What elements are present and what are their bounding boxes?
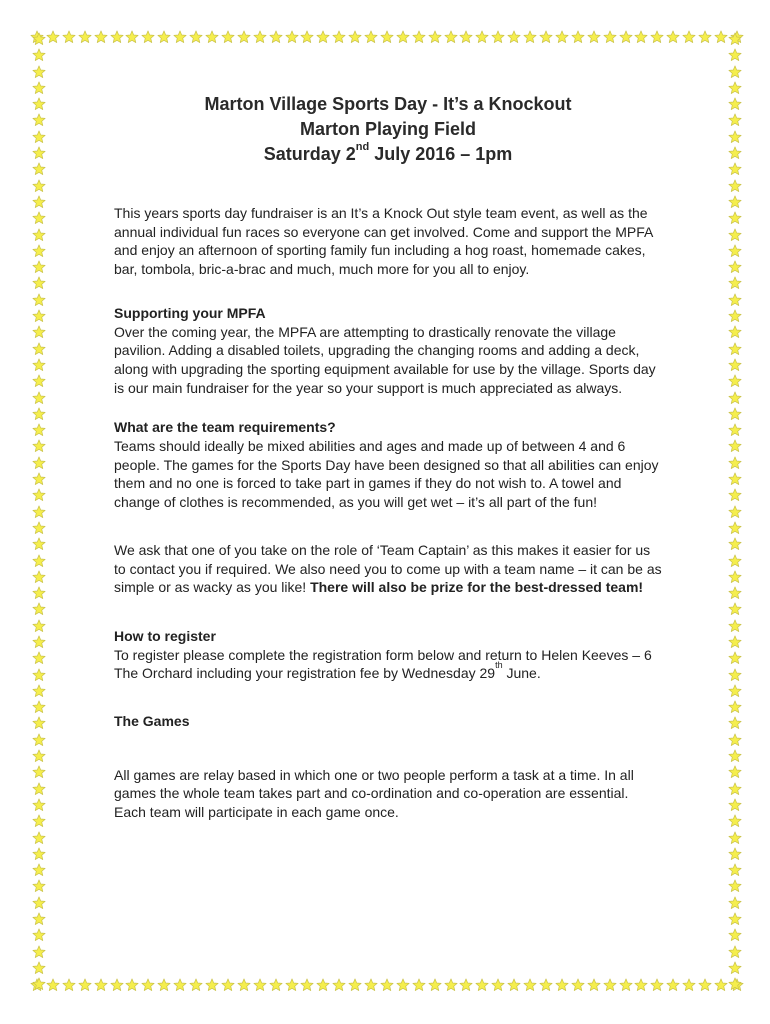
star-icon	[32, 293, 46, 307]
star-icon	[728, 749, 742, 763]
star-icon	[728, 32, 742, 46]
star-icon	[32, 162, 46, 176]
star-border-left	[30, 32, 48, 992]
title-venue: Marton Playing Field	[299, 119, 477, 139]
star-icon	[32, 716, 46, 730]
star-icon	[221, 978, 235, 992]
star-icon	[316, 30, 330, 44]
star-icon	[110, 30, 124, 44]
star-icon	[32, 814, 46, 828]
star-icon	[728, 602, 742, 616]
star-icon	[300, 30, 314, 44]
star-icon	[32, 228, 46, 242]
star-icon	[141, 30, 155, 44]
star-icon	[94, 30, 108, 44]
captain-paragraph: We ask that one of you take on the role of ‘Team Captain’ as this makes it easier for us to contact you if required. We also need you to come up with a team name – it can be as simple or as wacky as you like! There will also be prize for the best-dressed team!	[114, 541, 662, 596]
star-icon	[32, 472, 46, 486]
star-icon	[32, 260, 46, 274]
star-icon	[173, 978, 187, 992]
star-icon	[728, 65, 742, 79]
star-icon	[728, 928, 742, 942]
star-icon	[32, 619, 46, 633]
star-icon	[32, 879, 46, 893]
star-icon	[728, 684, 742, 698]
star-icon	[728, 733, 742, 747]
star-icon	[46, 30, 60, 44]
star-icon	[32, 684, 46, 698]
star-icon	[728, 635, 742, 649]
star-icon	[32, 48, 46, 62]
star-icon	[32, 896, 46, 910]
star-icon	[728, 814, 742, 828]
star-icon	[32, 195, 46, 209]
star-icon	[728, 325, 742, 339]
star-icon	[728, 97, 742, 111]
star-icon	[32, 276, 46, 290]
star-icon	[728, 374, 742, 388]
star-icon	[444, 30, 458, 44]
star-icon	[571, 978, 585, 992]
star-icon	[32, 668, 46, 682]
star-icon	[666, 30, 680, 44]
star-icon	[32, 358, 46, 372]
star-icon	[173, 30, 187, 44]
star-icon	[125, 978, 139, 992]
document-body	[114, 92, 662, 822]
star-icon	[62, 30, 76, 44]
star-icon	[32, 391, 46, 405]
star-icon	[32, 554, 46, 568]
star-icon	[396, 978, 410, 992]
star-icon	[571, 30, 585, 44]
star-icon	[32, 602, 46, 616]
star-icon	[110, 978, 124, 992]
star-icon	[32, 65, 46, 79]
star-icon	[32, 488, 46, 502]
star-icon	[603, 978, 617, 992]
star-icon	[728, 863, 742, 877]
star-icon	[32, 211, 46, 225]
star-icon	[728, 211, 742, 225]
star-icon	[189, 30, 203, 44]
star-icon	[62, 978, 76, 992]
star-icon	[32, 798, 46, 812]
star-icon	[555, 30, 569, 44]
star-icon	[728, 586, 742, 600]
star-icon	[728, 391, 742, 405]
star-icon	[32, 97, 46, 111]
star-icon	[728, 439, 742, 453]
star-icon	[380, 978, 394, 992]
star-icon	[32, 374, 46, 388]
star-icon	[475, 978, 489, 992]
star-icon	[78, 30, 92, 44]
star-icon	[32, 179, 46, 193]
star-icon	[364, 30, 378, 44]
star-icon	[32, 407, 46, 421]
star-icon	[728, 293, 742, 307]
star-icon	[728, 537, 742, 551]
star-icon	[32, 130, 46, 144]
star-icon	[523, 978, 537, 992]
star-icon	[32, 977, 46, 991]
star-icon	[728, 358, 742, 372]
star-icon	[32, 782, 46, 796]
star-icon	[46, 978, 60, 992]
star-icon	[523, 30, 537, 44]
star-icon	[444, 978, 458, 992]
star-icon	[157, 978, 171, 992]
star-icon	[728, 879, 742, 893]
star-icon	[666, 978, 680, 992]
star-icon	[157, 30, 171, 44]
star-icon	[332, 30, 346, 44]
star-icon	[728, 342, 742, 356]
star-icon	[682, 30, 696, 44]
star-icon	[682, 978, 696, 992]
star-icon	[364, 978, 378, 992]
star-icon	[507, 30, 521, 44]
star-icon	[125, 30, 139, 44]
star-icon	[32, 325, 46, 339]
star-icon	[32, 81, 46, 95]
star-icon	[348, 30, 362, 44]
register-heading: How to register	[114, 627, 216, 644]
star-icon	[728, 505, 742, 519]
star-icon	[32, 537, 46, 551]
star-icon	[32, 146, 46, 160]
star-icon	[728, 570, 742, 584]
star-icon	[728, 276, 742, 290]
prize-note: There will also be prize for the best-dressed team!	[310, 579, 644, 596]
star-icon	[32, 505, 46, 519]
star-icon	[459, 30, 473, 44]
star-icon	[728, 179, 742, 193]
star-icon	[78, 978, 92, 992]
star-icon	[728, 228, 742, 242]
star-icon	[698, 30, 712, 44]
star-icon	[32, 586, 46, 600]
star-icon	[32, 863, 46, 877]
star-icon	[253, 30, 267, 44]
star-icon	[603, 30, 617, 44]
requirements-paragraph: Teams should ideally be mixed abilities and ages and made up of between 4 and 6 people. The games for the Sports Day have been designed so that all abilities can enjoy them and no one is forced to take part in games if they do not wish to. A towel and change of clothes is recommended, as you will get wet – it’s all part of the fun!	[114, 438, 659, 511]
star-icon	[728, 716, 742, 730]
star-icon	[237, 30, 251, 44]
star-icon	[32, 521, 46, 535]
star-icon	[32, 439, 46, 453]
star-icon	[32, 733, 46, 747]
star-icon	[728, 896, 742, 910]
star-icon	[728, 195, 742, 209]
star-icon	[269, 30, 283, 44]
star-icon	[428, 30, 442, 44]
star-icon	[32, 912, 46, 926]
star-icon	[32, 342, 46, 356]
star-icon	[728, 81, 742, 95]
title-date: Saturday 2nd July 2016 – 1pm	[263, 141, 513, 164]
star-border-top	[30, 30, 744, 48]
star-icon	[634, 978, 648, 992]
star-icon	[412, 978, 426, 992]
star-icon	[728, 48, 742, 62]
star-icon	[634, 30, 648, 44]
star-icon	[619, 978, 633, 992]
star-icon	[728, 146, 742, 160]
document-title	[108, 92, 668, 167]
star-icon	[412, 30, 426, 44]
star-icon	[650, 30, 664, 44]
star-icon	[491, 30, 505, 44]
star-icon	[205, 978, 219, 992]
star-icon	[32, 32, 46, 46]
star-border-bottom	[30, 978, 744, 996]
star-icon	[316, 978, 330, 992]
title-event: Marton Village Sports Day - It’s a Knockout	[204, 94, 572, 114]
star-icon	[728, 554, 742, 568]
star-icon	[728, 651, 742, 665]
star-icon	[32, 423, 46, 437]
star-icon	[728, 472, 742, 486]
star-icon	[728, 309, 742, 323]
star-icon	[728, 407, 742, 421]
star-icon	[728, 260, 742, 274]
star-border-right	[726, 32, 744, 992]
star-icon	[32, 765, 46, 779]
star-icon	[32, 847, 46, 861]
star-icon	[221, 30, 235, 44]
star-icon	[619, 30, 633, 44]
star-icon	[269, 978, 283, 992]
star-icon	[728, 162, 742, 176]
star-icon	[205, 30, 219, 44]
star-icon	[728, 130, 742, 144]
star-icon	[555, 978, 569, 992]
star-icon	[728, 831, 742, 845]
star-icon	[237, 978, 251, 992]
star-icon	[428, 978, 442, 992]
star-icon	[94, 978, 108, 992]
star-icon	[475, 30, 489, 44]
star-icon	[728, 521, 742, 535]
star-icon	[728, 977, 742, 991]
star-icon	[728, 423, 742, 437]
star-icon	[32, 945, 46, 959]
star-icon	[728, 961, 742, 975]
intro-paragraph: This years sports day fundraiser is an It’s a Knock Out style team event, as well as the annual individual fun races so everyone can get involved. Come and support the MPFA and enjoy an afternoon of sporting family fun including a hog roast, homemade cakes, bar, tombola, bric-a-brac and much, much more for you all to enjoy.	[114, 205, 653, 278]
star-icon	[587, 30, 601, 44]
star-icon	[728, 668, 742, 682]
star-icon	[32, 961, 46, 975]
register-paragraph: To register please complete the registration form below and return to Helen Keeves – 6 The Orchard including your registration fee by Wednesday 29th June.	[114, 646, 652, 682]
star-icon	[539, 30, 553, 44]
star-icon	[189, 978, 203, 992]
requirements-heading: What are the team requirements?	[114, 419, 336, 436]
star-icon	[285, 978, 299, 992]
star-icon	[380, 30, 394, 44]
star-icon	[32, 244, 46, 258]
star-icon	[698, 978, 712, 992]
star-icon	[728, 945, 742, 959]
star-icon	[141, 978, 155, 992]
star-icon	[728, 456, 742, 470]
star-icon	[32, 831, 46, 845]
star-icon	[728, 912, 742, 926]
star-icon	[348, 978, 362, 992]
star-icon	[507, 978, 521, 992]
star-icon	[300, 978, 314, 992]
star-icon	[32, 456, 46, 470]
star-icon	[728, 798, 742, 812]
star-icon	[728, 244, 742, 258]
star-icon	[32, 700, 46, 714]
supporting-paragraph: Over the coming year, the MPFA are attempting to drastically renovate the village pavilion. Adding a disabled toilets, upgrading the changing rooms and adding a deck, along with upgrading the sporting equipment available for use by the village. Sports day is our main fundraiser for the year so your support is much appreciated as always.	[114, 323, 656, 396]
star-icon	[728, 619, 742, 633]
star-icon	[539, 978, 553, 992]
star-icon	[587, 978, 601, 992]
star-icon	[32, 309, 46, 323]
star-icon	[728, 488, 742, 502]
star-icon	[728, 700, 742, 714]
star-icon	[32, 749, 46, 763]
star-icon	[32, 570, 46, 584]
star-icon	[253, 978, 267, 992]
star-icon	[728, 765, 742, 779]
star-icon	[491, 978, 505, 992]
games-paragraph: All games are relay based in which one or two people perform a task at a time. In all games the whole team takes part and co-ordination and co-operation are essential. Each team will participate in each game once.	[114, 766, 634, 821]
star-icon	[728, 782, 742, 796]
star-icon	[332, 978, 346, 992]
star-icon	[32, 651, 46, 665]
star-icon	[285, 30, 299, 44]
star-icon	[396, 30, 410, 44]
star-icon	[728, 847, 742, 861]
star-icon	[459, 978, 473, 992]
star-icon	[728, 113, 742, 127]
star-icon	[32, 113, 46, 127]
supporting-heading: Supporting your MPFA	[114, 304, 266, 321]
star-icon	[32, 635, 46, 649]
games-heading: The Games	[114, 713, 190, 730]
star-icon	[32, 928, 46, 942]
star-icon	[650, 978, 664, 992]
